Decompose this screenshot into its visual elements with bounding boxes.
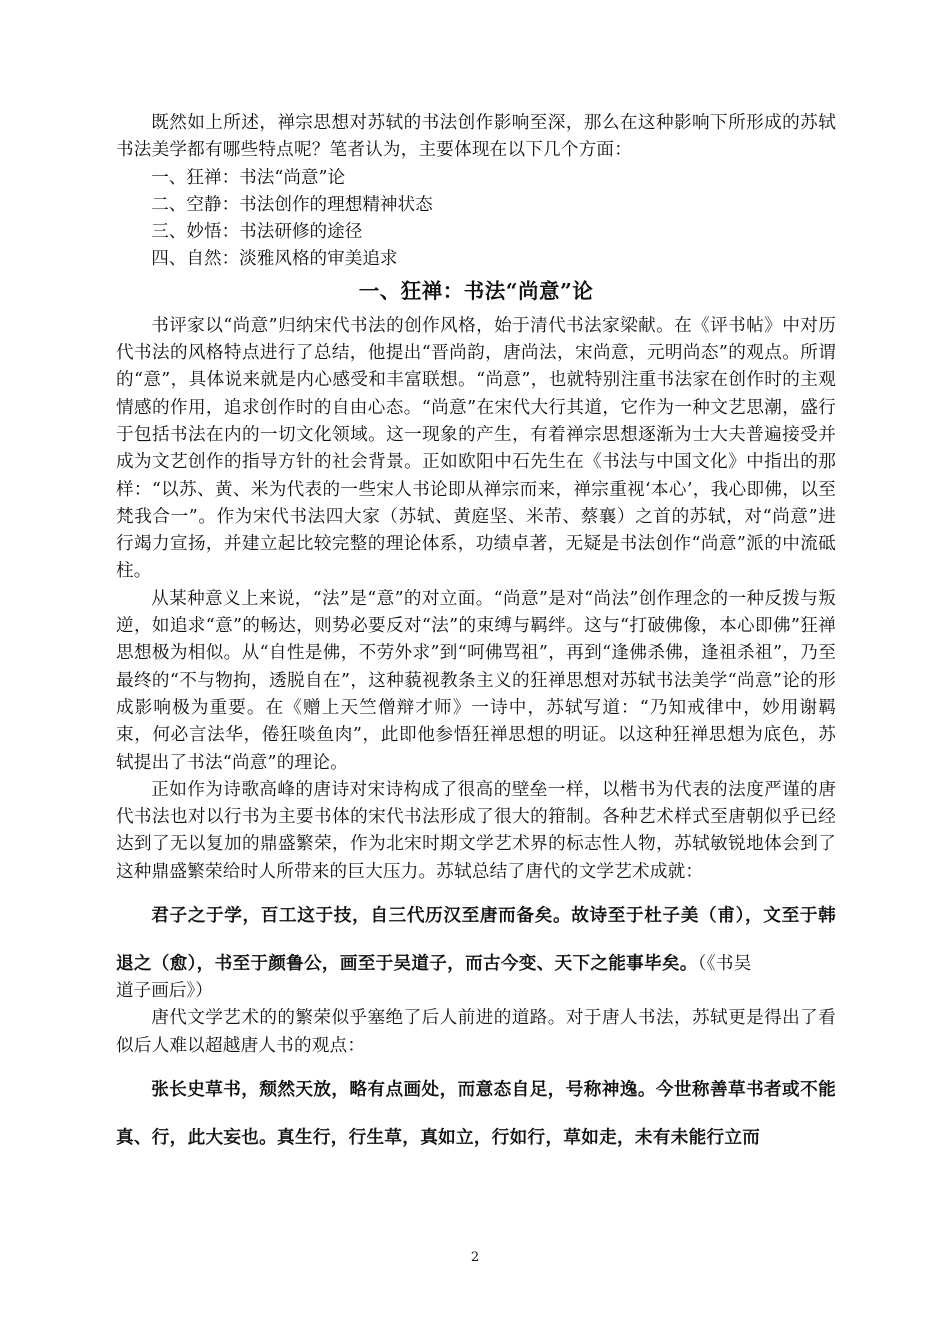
body-paragraph-4: 唐代文学艺术的的繁荣似乎塞绝了后人前进的道路。对于唐人书法，苏轼更是得出了看似后人难以超越唐人书的观点： xyxy=(116,1008,836,1056)
list-item-2: 二、空静：书法创作的理想精神状态 xyxy=(151,194,433,215)
list-item-3: 三、妙悟：书法研修的途径 xyxy=(151,222,363,243)
body-paragraph-3: 正如作为诗歌高峰的唐诗对宋诗构成了很高的壁垒一样，以楷书为代表的法度严谨的唐代书法也对以行书为主要书体的宋代书法形成了很大的箝制。各种艺术样式至唐朝似乎已经达到了无以复加的鼎盛繁荣，作为北宋时期文学艺术界的标志性人物，苏轼敏锐地体会到了这种鼎盛繁荣给时人所带来的巨大压力。苏轼总结了唐代的文学艺术成就： xyxy=(116,779,836,882)
body-paragraph-1: 书评家以“尚意”归纳宋代书法的创作风格，始于清代书法家梁献。在《评书帖》中对历代书法的风格特点进行了总结，他提出“晋尚韵，唐尚法，宋尚意，元明尚态”的观点。所谓的“意”，具体说来就是内心感受和丰富联想。“尚意”，也就特别注重书法家在创作时的主观情感的作用，追求创作时的自由心态。“尚意”在宋代大行其道，它作为一种文艺思潮，盛行于包括书法在内的一切文化领域。这一现象的产生，有着禅宗思想逐渐为士大夫普遍接受并成为文艺创作的指导方针的社会背景。正如欧阳中石先生在《书法与中国文化》中指出的那样：“以苏、黄、米为代表的一些宋人书论即从禅宗而来，禅宗重视‘本心’，我心即佛，以至梵我合一”。作为宋代书法四大家（苏轼、黄庭坚、米芾、蔡襄）之首的苏轼，对“尚意”进行竭力宣扬，并建立起比较完整的理论体系，功绩卓著，无疑是书法创作“尚意”派的中流砥柱。 xyxy=(116,315,836,582)
block-quote-2 xyxy=(116,1066,836,1162)
section-title: 一、狂禅：书法“尚意”论 xyxy=(358,278,594,303)
quote-2-text: 张长史草书，颓然天放，略有点画处，而意态自足，号称神逸。今世称善草书者或不能真、行，此大妄也。真生行，行生草，真如立，行如行，草如走，未有未能行立而 xyxy=(116,1079,836,1148)
intro-paragraph: 既然如上所述，禅宗思想对苏轼的书法创作影响至深，那么在这种影响下所形成的苏轼书法美学都有哪些特点呢？笔者认为，主要体现在以下几个方面： xyxy=(116,113,836,161)
body-paragraph-2: 从某种意义上来说，“法”是“意”的对立面。“尚意”是对“尚法”创作理念的一种反拨与叛逆，如追求“意”的畅达，则势必要反对“法”的束缚与羁绊。这与“打破佛像，本心即佛”狂禅思想极为相似。从“自性是佛，不劳外求”到“呵佛骂祖”，再到“逢佛杀佛，逢祖杀祖”，乃至最终的“不与物拘，透脱自在”，这种藐视教条主义的狂禅思想对苏轼书法美学“尚意”论的形成影响极为重要。在《赠上天竺僧辩才师》一诗中，苏轼写道：“乃知戒律中，妙用谢羁束，何必言法华，倦狂啖鱼肉”，此即他参悟狂禅思想的明证。以这种狂禅思想为底色，苏轼提出了书法“尚意”的理论。 xyxy=(116,588,836,773)
list-item-1: 一、狂禅：书法“尚意”论 xyxy=(151,167,346,188)
page-number: 2 xyxy=(470,1250,480,1265)
quote-1-source-tail: 道子画后》） xyxy=(116,981,213,1002)
list-item-4: 四、自然：淡雅风格的审美追求 xyxy=(151,249,398,270)
quote-1-body: 君子之于学，百工这于技，自三代历汉至唐而备矣。故诗至于杜子美（甫），文至于韩退之（愈），书至于颜鲁公，画至于吴道子，而古今变、天下之能事毕矣。 xyxy=(116,906,836,975)
quote-1-source-head: （《书吴 xyxy=(697,954,752,975)
quote-1-text xyxy=(116,892,836,988)
page-body xyxy=(116,110,836,1162)
block-quote-1 xyxy=(116,892,836,1005)
